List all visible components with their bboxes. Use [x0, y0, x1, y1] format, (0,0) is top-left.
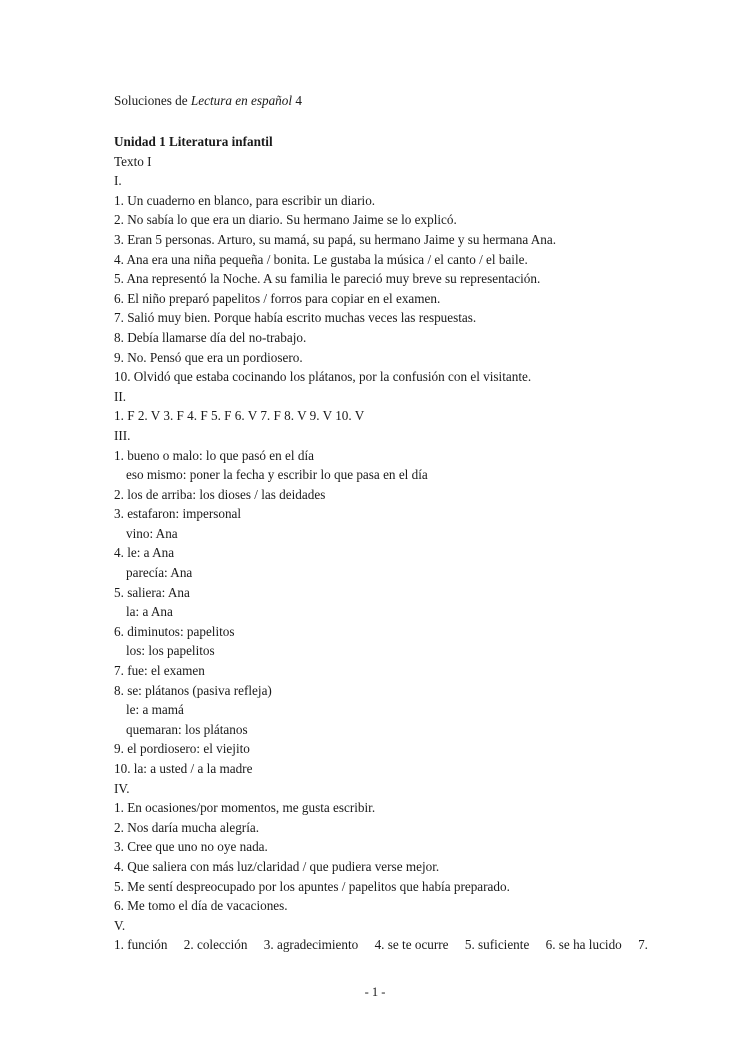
vocabulary-word: 5. suficiente [464, 937, 530, 953]
reference-line: vino: Ana [126, 525, 178, 541]
unit-heading: Unidad 1 Literatura infantil [114, 134, 273, 149]
section-heading-i: I. [114, 173, 122, 189]
vocabulary-word: 2. colección [183, 937, 248, 953]
true-false-answers: 1. F 2. V 3. F 4. F 5. F 6. V 7. F 8. V 9. V 10. V [114, 408, 365, 424]
answer-line: 8. Debía llamarse día del no-trabajo. [114, 329, 307, 345]
answer-line: 5. Ana representó la Noche. A su familia le pareció muy breve su representación. [114, 271, 541, 287]
title-suffix: 4 [292, 93, 302, 108]
answer-line: 6. El niño preparó papelitos / forros para copiar en el examen. [114, 290, 441, 306]
answer-line: 7. Salió muy bien. Porque había escrito muchas veces las respuestas. [114, 310, 477, 326]
reference-line: 6. diminutos: papelitos [114, 623, 235, 639]
answer-line: 1. Un cuaderno en blanco, para escribir un diario. [114, 192, 376, 208]
reference-line: parecía: Ana [126, 565, 193, 581]
reference-line: 1. bueno o malo: lo que pasó en el día [114, 447, 314, 463]
vocabulary-word: 7. [638, 937, 648, 953]
reference-line: 3. estafaron: impersonal [114, 506, 242, 522]
vocabulary-answers [114, 935, 714, 955]
vocabulary-word: 1. función [114, 937, 168, 953]
answer-line: 6. Me tomo el día de vacaciones. [114, 898, 288, 914]
reference-line: los: los papelitos [126, 643, 215, 659]
answer-line: 9. No. Pensó que era un pordiosero. [114, 349, 303, 365]
vocabulary-word: 6. se ha lucido [545, 937, 622, 953]
section-heading-v: V. [114, 917, 126, 933]
answer-line: 2. Nos daría mucha alegría. [114, 819, 260, 835]
answer-line: 3. Cree que uno no oye nada. [114, 839, 268, 855]
answer-line: 5. Me sentí despreocupado por los apuntes / papelitos que había preparado. [114, 878, 510, 894]
reference-line: 7. fue: el examen [114, 663, 205, 679]
document-title [114, 93, 302, 109]
answer-line: 3. Eran 5 personas. Arturo, su mamá, su papá, su hermano Jaime y su hermana Ana. [114, 231, 557, 247]
reference-line: 8. se: plátanos (pasiva refleja) [114, 682, 272, 698]
reference-line: le: a mamá [126, 702, 184, 718]
reference-line: 5. saliera: Ana [114, 584, 190, 600]
title-prefix: Soluciones de [114, 93, 191, 108]
reference-line: 9. el pordiosero: el viejito [114, 741, 250, 757]
answer-line: 10. Olvidó que estaba cocinando los plátanos, por la confusión con el visitante. [114, 369, 532, 385]
section-heading-iii: III. [114, 427, 131, 443]
text-heading: Texto I [114, 153, 152, 169]
vocabulary-word: 3. agradecimiento [263, 937, 359, 953]
reference-line: 10. la: a usted / a la madre [114, 761, 253, 776]
book-title: Lectura en español [190, 93, 293, 108]
answer-line: 4. Ana era una niña pequeña / bonita. Le gustaba la música / el canto / el baile. [114, 251, 528, 267]
reference-line: la: a Ana [126, 604, 173, 620]
answer-line: 4. Que saliera con más luz/claridad / que pudiera verse mejor. [114, 858, 440, 874]
answer-line: 1. En ocasiones/por momentos, me gusta escribir. [114, 800, 376, 816]
reference-line: 4. le: a Ana [114, 545, 175, 561]
vocabulary-word: 4. se te ocurre [374, 937, 449, 953]
section-heading-ii: II. [114, 388, 127, 404]
reference-line: 2. los de arriba: los dioses / las deidades [114, 486, 326, 502]
solutions-content [114, 132, 714, 955]
reference-line: quemaran: los plátanos [126, 721, 248, 737]
answer-line: 2. No sabía lo que era un diario. Su hermano Jaime se lo explicó. [114, 212, 457, 228]
reference-line: eso mismo: poner la fecha y escribir lo que pasa en el día [126, 467, 428, 483]
section-heading-iv: IV. [114, 780, 130, 796]
page-number: - 1 - [364, 985, 386, 999]
